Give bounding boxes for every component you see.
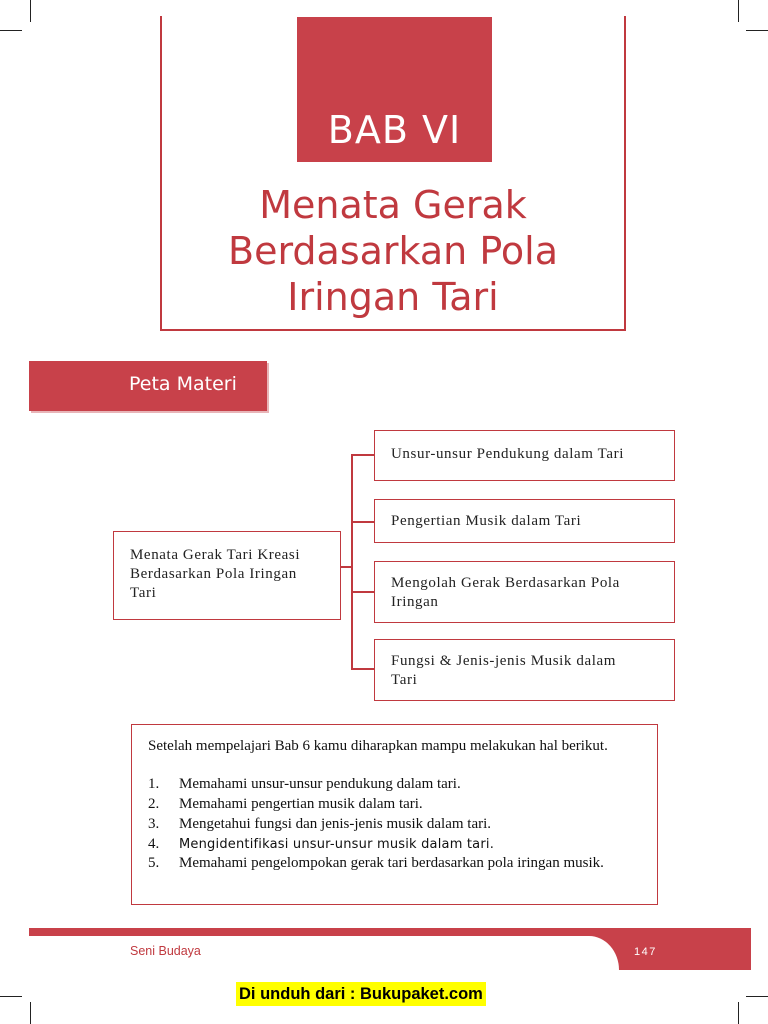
concept-map-branch-line: Mengolah Gerak Berdasarkan Pola — [391, 575, 620, 591]
connector-line — [351, 454, 353, 670]
footer-inner — [29, 936, 619, 970]
objective-number: 1. — [148, 776, 160, 792]
connector-line — [351, 521, 375, 523]
objective-text: Mengidentifikasi unsur-unsur musik dalam tari. — [179, 837, 495, 852]
download-source-banner[interactable]: Di unduh dari : Bukupaket.com — [236, 982, 486, 1006]
crop-mark — [746, 30, 768, 31]
objective-text: Memahami pengertian musik dalam tari. — [179, 796, 423, 812]
concept-map-root-line: Menata Gerak Tari Kreasi — [130, 547, 301, 563]
chapter-title — [162, 182, 624, 320]
concept-map-branch — [374, 430, 675, 481]
learning-objectives-box — [131, 724, 658, 905]
crop-mark — [30, 1002, 31, 1024]
concept-map-branch-line: Iringan — [391, 594, 439, 610]
connector-line — [351, 591, 375, 593]
crop-mark — [0, 30, 22, 31]
crop-mark — [746, 996, 768, 997]
crop-mark — [0, 996, 22, 997]
chapter-title-line: Menata Gerak — [259, 183, 527, 227]
book-title: Seni Budaya — [130, 944, 201, 958]
crop-mark — [738, 1002, 739, 1024]
concept-map-root-line: Tari — [130, 585, 157, 601]
section-heading: Peta Materi — [129, 373, 237, 395]
connector-line — [351, 668, 375, 670]
chapter-label: BAB VI — [327, 108, 462, 152]
concept-map-branch-line: Pengertian Musik dalam Tari — [391, 513, 582, 529]
connector-line — [351, 454, 375, 456]
objective-number: 4. — [148, 836, 160, 852]
crop-mark — [738, 0, 739, 22]
crop-mark — [30, 0, 31, 22]
objective-number: 5. — [148, 855, 160, 871]
objective-text: Memahami pengelompokan gerak tari berdasarkan pola iringan musik. — [179, 855, 604, 871]
chapter-title-line: Iringan Tari — [287, 275, 499, 319]
concept-map-branch-line: Fungsi & Jenis-jenis Musik dalam — [391, 653, 617, 669]
objectives-intro: Setelah mempelajari Bab 6 kamu diharapkan mampu melakukan hal berikut. — [148, 738, 608, 754]
objective-number: 2. — [148, 796, 160, 812]
concept-map-root — [113, 531, 341, 620]
concept-map-root-line: Berdasarkan Pola Iringan — [130, 566, 297, 582]
concept-map-branch — [374, 561, 675, 623]
chapter-title-line: Berdasarkan Pola — [228, 229, 558, 273]
concept-map-branch — [374, 639, 675, 701]
concept-map-branch — [374, 499, 675, 543]
concept-map-branch-line: Unsur-unsur Pendukung dalam Tari — [391, 446, 624, 462]
concept-map-branch-line: Tari — [391, 672, 418, 688]
objective-text: Mengetahui fungsi dan jenis-jenis musik dalam tari. — [179, 816, 492, 832]
objective-number: 3. — [148, 816, 160, 832]
page-number: 147 — [634, 946, 657, 958]
objective-text: Memahami unsur-unsur pendukung dalam tari. — [179, 776, 461, 792]
